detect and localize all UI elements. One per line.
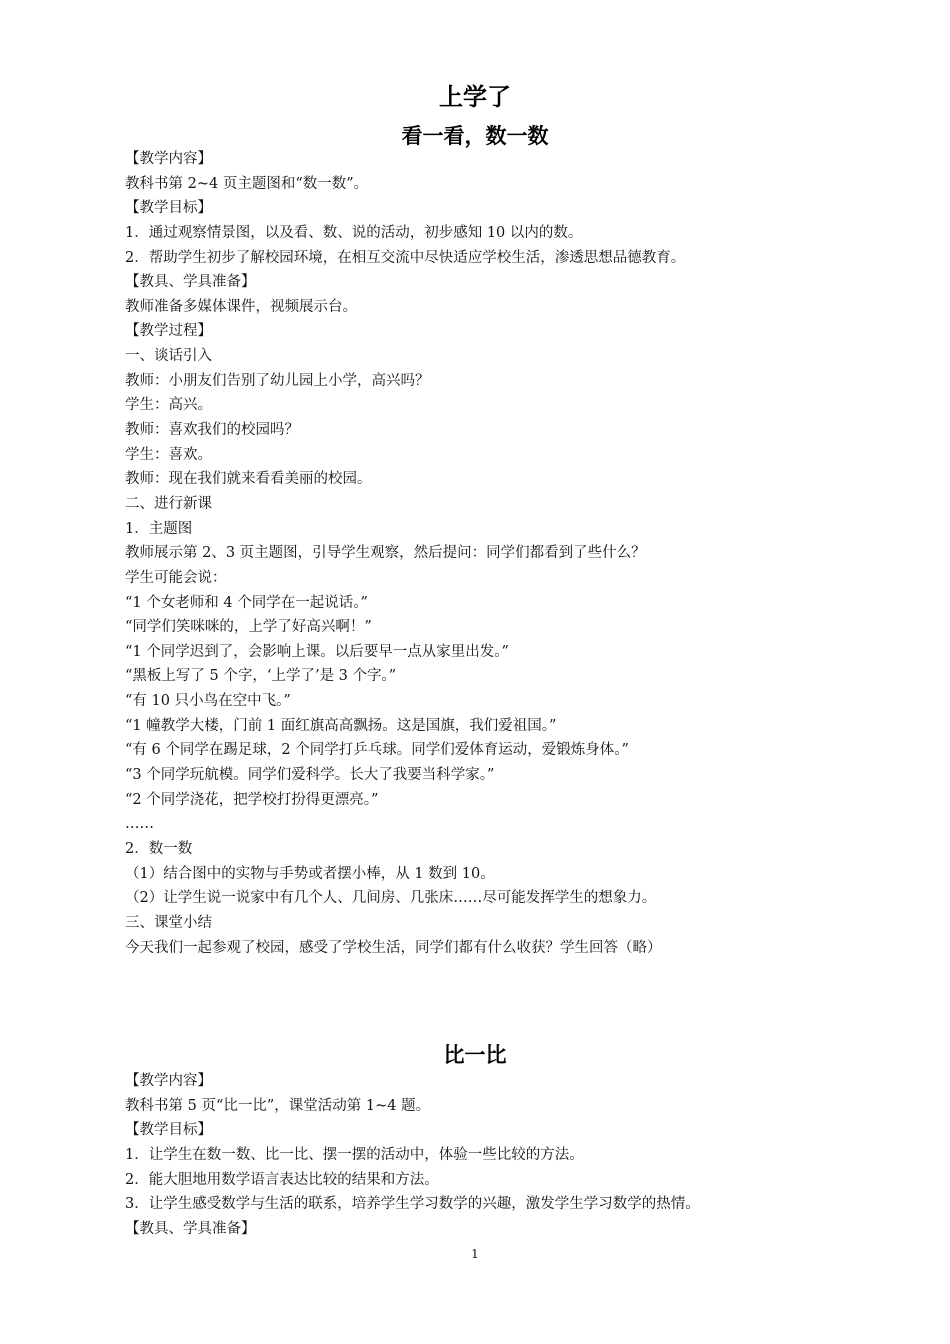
text-line: 1．让学生在数一数、比一比、摆一摆的活动中，体验一些比较的方法。 <box>125 1146 584 1163</box>
text-line: “3 个同学玩航模。同学们爱科学。长大了我要当科学家。” <box>125 767 495 784</box>
section-heading-look-count: 看一看，数一数 <box>401 123 549 148</box>
text-line: “有 6 个同学在踢足球，2 个同学打乒乓球。同学们爱体育运动，爱锻炼身体。” <box>125 742 629 759</box>
text-line: 二、进行新课 <box>125 495 212 512</box>
text-line: 【教具、学具准备】 <box>125 1220 256 1237</box>
document-title: 上学了 <box>439 82 511 111</box>
text-line: 2．能大胆地用数学语言表达比较的结果和方法。 <box>125 1171 439 1188</box>
text-line: 教师准备多媒体课件，视频展示台。 <box>125 298 357 315</box>
section-2-body <box>125 1069 845 1241</box>
text-line: 学生：高兴。 <box>125 397 212 414</box>
text-line: 2．数一数 <box>125 840 193 857</box>
text-line: 1．主题图 <box>125 520 193 537</box>
text-line: “有 10 只小鸟在空中飞。” <box>125 693 291 710</box>
section-heading-compare: 比一比 <box>443 1042 507 1067</box>
text-line: 【教具、学具准备】 <box>125 274 256 291</box>
text-line: 教师：小朋友们告别了幼儿园上小学，高兴吗？ <box>125 372 430 389</box>
text-line: 三、课堂小结 <box>125 914 212 931</box>
text-line: 【教学目标】 <box>125 1122 212 1139</box>
text-line: 教师：喜欢我们的校园吗？ <box>125 422 299 439</box>
text-line: 今天我们一起参观了校园，感受了学校生活，同学们都有什么收获？学生回答（略） <box>125 939 662 956</box>
text-line: 一、谈话引入 <box>125 348 212 365</box>
text-line: 【教学目标】 <box>125 200 212 217</box>
text-line: 教师：现在我们就来看看美丽的校园。 <box>125 471 372 488</box>
text-line: 【教学过程】 <box>125 323 212 340</box>
text-line: “同学们笑咪咪的，上学了好高兴啊！” <box>125 619 372 636</box>
text-line: 教科书第 2~4 页主题图和“数一数”。 <box>125 175 369 192</box>
text-line: 2．帮助学生初步了解校园环境，在相互交流中尽快适应学校生活，渗透思想品德教育。 <box>125 249 686 266</box>
text-line: 【教学内容】 <box>125 151 212 167</box>
text-line: 教师展示第 2、3 页主题图，引导学生观察，然后提问：同学们都看到了些什么？ <box>125 545 646 562</box>
text-line: 【教学内容】 <box>125 1073 212 1089</box>
text-line: “2 个同学浇花，把学校打扮得更漂亮。” <box>125 791 379 808</box>
text-line: “1 幢教学大楼，门前 1 面红旗高高飘扬。这是国旗，我们爱祖国。” <box>125 717 557 734</box>
section-1-body <box>125 147 845 960</box>
text-line: 3．让学生感受数学与生活的联系，培养学生学习数学的兴趣，激发学生学习数学的热情。 <box>125 1196 700 1213</box>
text-line: “1 个同学迟到了，会影响上课。以后要早一点从家里出发。” <box>125 643 509 660</box>
text-line: “黑板上写了 5 个字，‘上学了’是 3 个字。” <box>125 668 397 685</box>
text-line: …… <box>125 816 154 833</box>
text-line: 教科书第 5 页“比一比”，课堂活动第 1~4 题。 <box>125 1097 431 1114</box>
text-line: 学生可能会说： <box>125 569 227 586</box>
text-line: “1 个女老师和 4 个同学在一起说话。” <box>125 594 368 611</box>
text-line: （2）让学生说一说家中有几个人、几间房、几张床……尽可能发挥学生的想象力。 <box>125 890 657 907</box>
page-number: 1 <box>471 1247 479 1261</box>
text-line: 学生：喜欢。 <box>125 446 212 463</box>
text-line: 1．通过观察情景图，以及看、数、说的活动，初步感知 10 以内的数。 <box>125 224 583 241</box>
text-line: （1）结合图中的实物与手势或者摆小棒，从 1 数到 10。 <box>125 865 495 882</box>
